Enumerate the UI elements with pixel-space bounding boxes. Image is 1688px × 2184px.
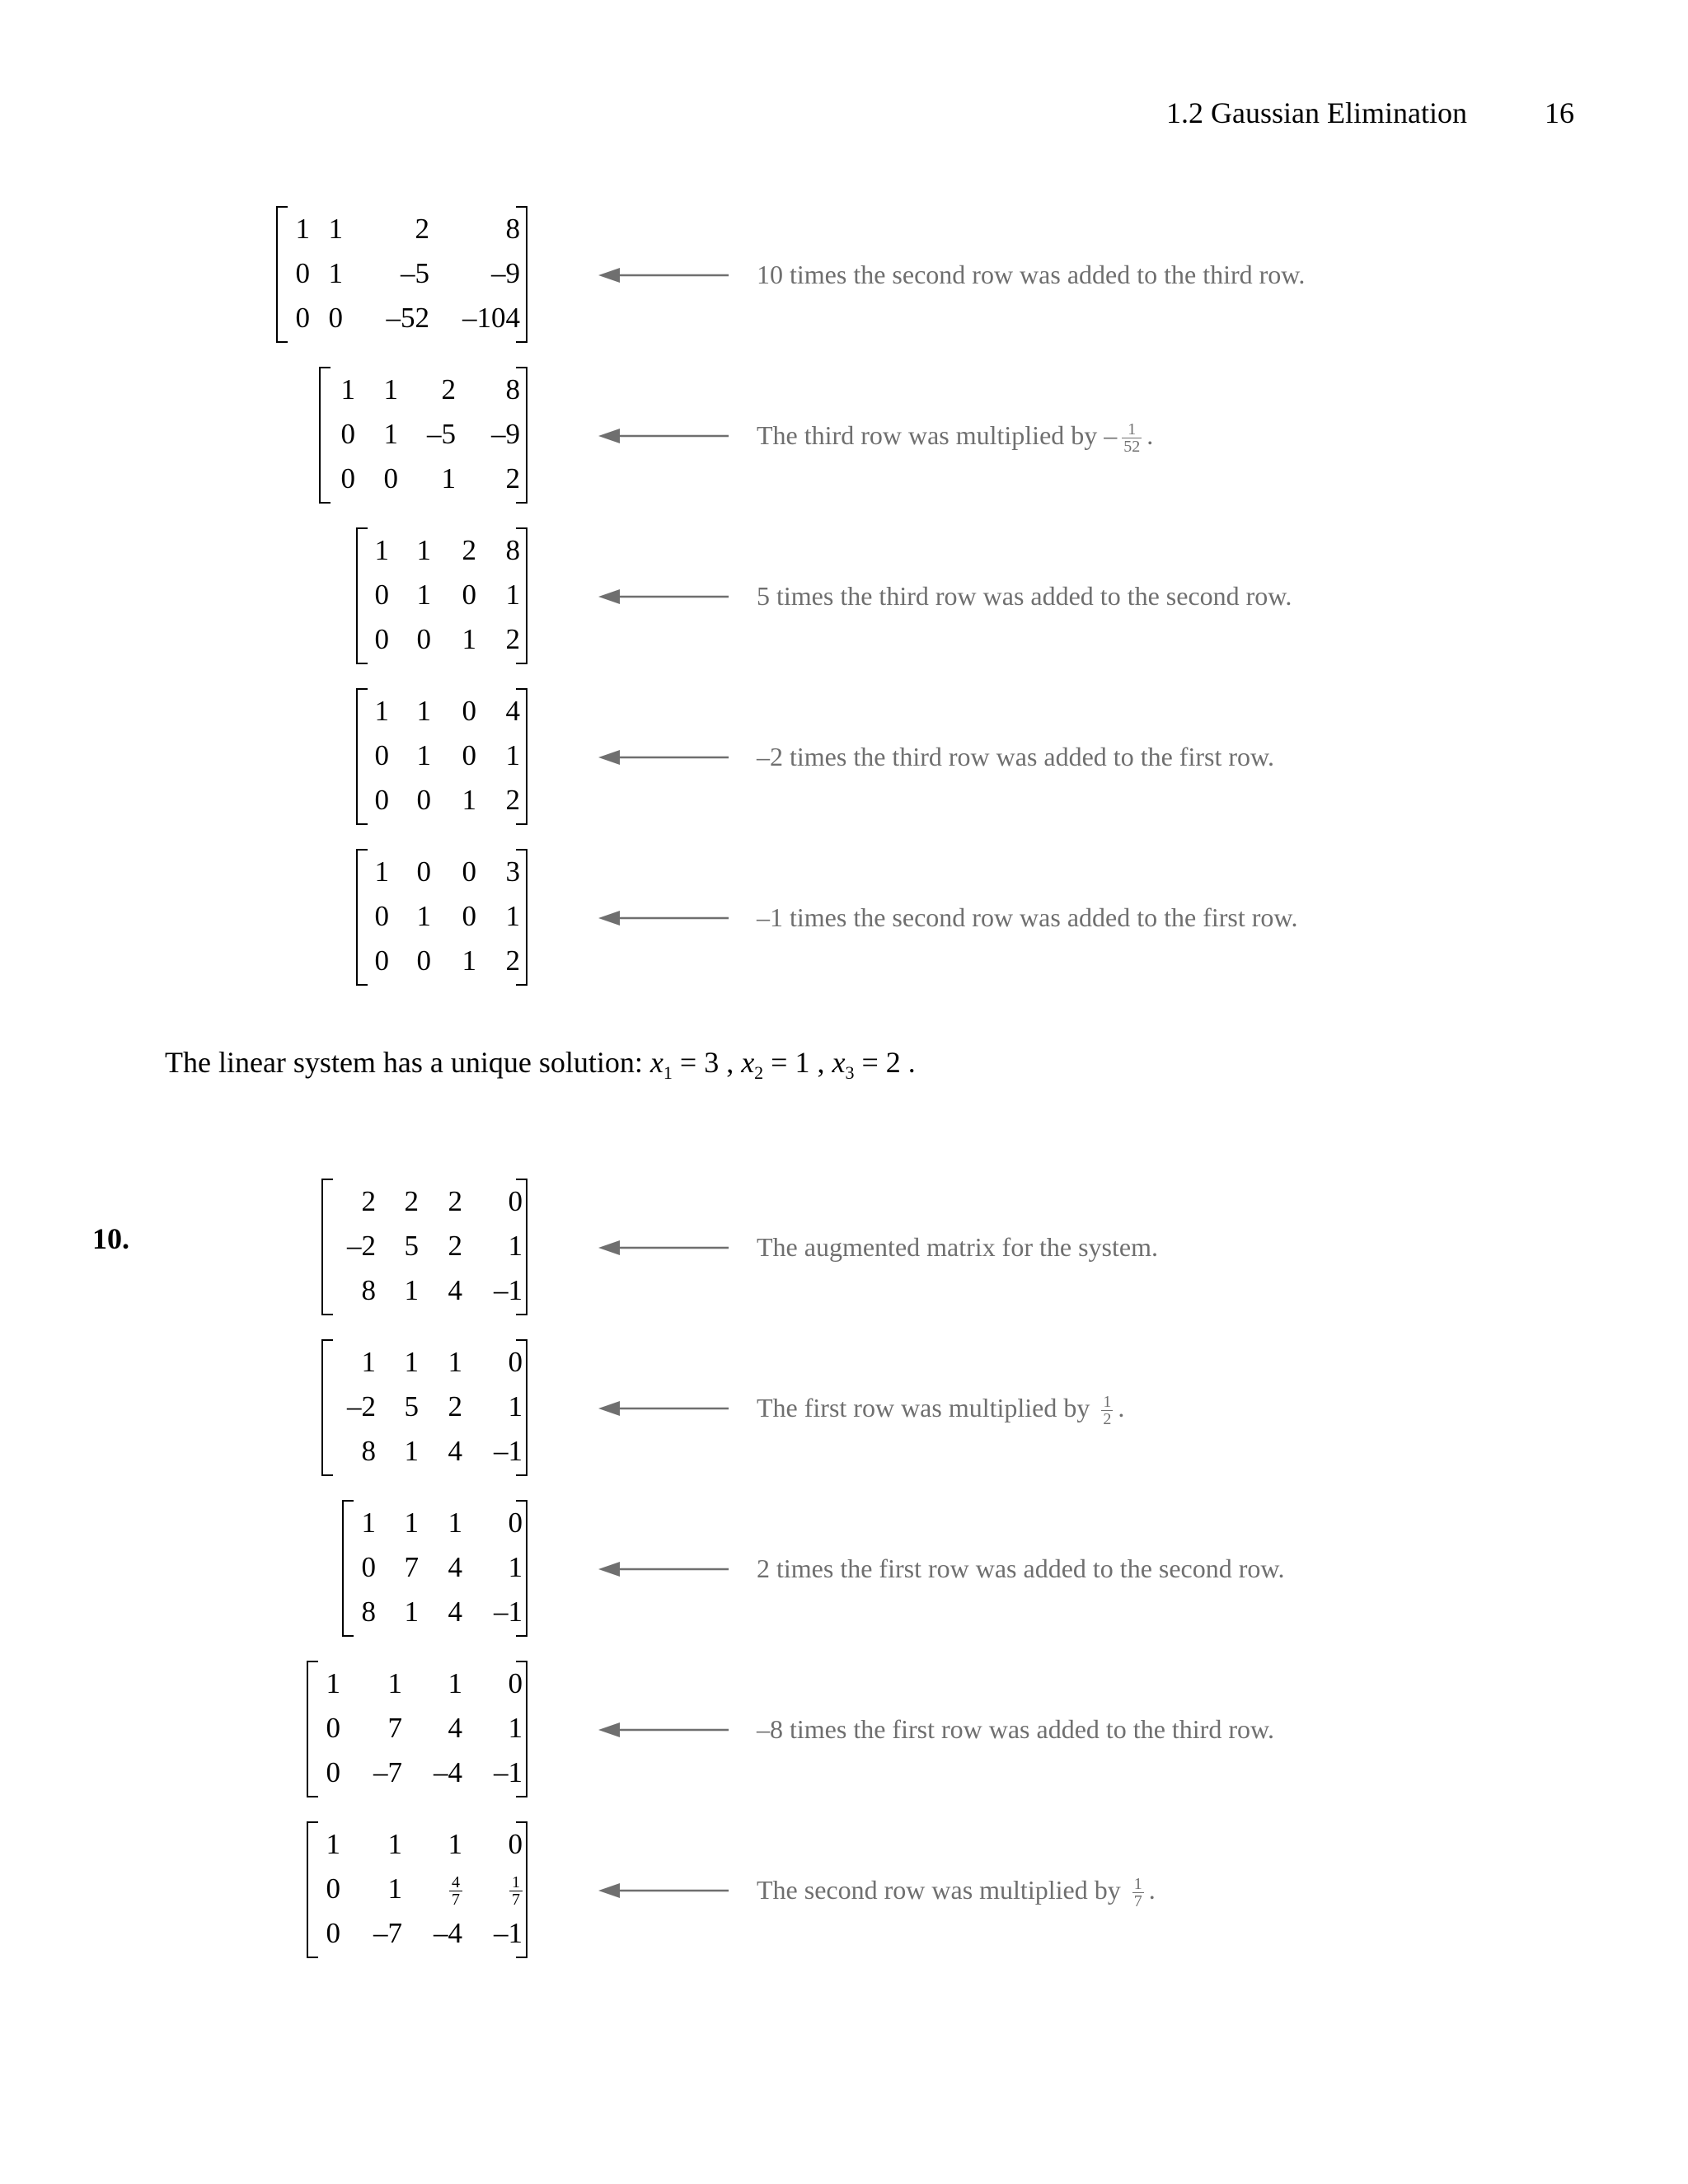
- matrix-entry: 1: [404, 1435, 419, 1467]
- matrix-entry: –52: [386, 302, 429, 334]
- matrix-entry: 0: [416, 855, 431, 888]
- matrix-entry: 2: [505, 623, 520, 655]
- matrix-entry: 0: [416, 623, 431, 655]
- matrix-entry: 1: [508, 1551, 523, 1583]
- left-arrow-icon: [598, 426, 730, 446]
- matrix-entry: 4: [505, 695, 520, 727]
- step-annotation: The second row was multiplied by $\frac{1}{7}$ .: [757, 1875, 1156, 1911]
- step-annotation: –1 times the second row was added to the first row.: [757, 902, 1298, 932]
- matrix-entry: $\frac{1}{7}$: [467, 1872, 523, 1908]
- left-arrow-icon: [598, 1559, 730, 1579]
- matrix-entry: 1: [462, 784, 476, 816]
- matrix-entry: 0: [462, 695, 476, 727]
- matrix-entry: 0: [295, 257, 310, 289]
- matrix-entry: 1: [508, 1230, 523, 1262]
- matrix-entry: –1: [494, 1756, 523, 1788]
- solution-statement: The linear system has a unique solution: $x_1 = 3$ , $x_2 = 1$ , $x_3 = 2$ .: [165, 1046, 916, 1084]
- matrix-entry: 1: [374, 534, 389, 566]
- matrix-entry: 2: [505, 944, 520, 977]
- matrix-entry: 2: [415, 213, 429, 245]
- matrix-entry: 0: [508, 1346, 523, 1378]
- matrix-entry: 1: [326, 1828, 340, 1860]
- matrix-entry: 2: [441, 373, 456, 405]
- augmented-matrix: [356, 849, 528, 986]
- matrix-entry: 0: [374, 900, 389, 932]
- left-arrow-icon: [598, 587, 730, 607]
- matrix-entry: 2: [448, 1230, 462, 1262]
- matrix-entry: 8: [505, 213, 520, 245]
- matrix-entry: 1: [505, 739, 520, 771]
- matrix-entry: 2: [448, 1185, 462, 1217]
- left-arrow-icon: [598, 748, 730, 767]
- matrix-entry: –4: [434, 1756, 462, 1788]
- matrix-entry: 1: [416, 739, 431, 771]
- matrix-entry: 1: [328, 257, 343, 289]
- matrix-entry: 0: [326, 1917, 340, 1949]
- left-arrow-icon: [598, 1238, 730, 1258]
- matrix-entry: 0: [462, 900, 476, 932]
- problem-number: 10.: [92, 1222, 129, 1255]
- matrix-entry: 1: [326, 1667, 340, 1699]
- matrix-entry: 0: [326, 1756, 340, 1788]
- matrix-entry: 1: [383, 418, 398, 450]
- left-arrow-icon: [598, 1881, 730, 1900]
- left-arrow-icon: [598, 908, 730, 928]
- matrix-entry: 0: [462, 855, 476, 888]
- matrix-entry: 1: [416, 695, 431, 727]
- matrix-entry: 0: [374, 579, 389, 611]
- solution-x1: 3: [704, 1046, 720, 1079]
- matrix-entry: 8: [505, 534, 520, 566]
- left-arrow-icon: [598, 265, 730, 285]
- matrix-entry: –104: [462, 302, 520, 334]
- matrix-entry: 1: [416, 534, 431, 566]
- matrix-entry: 1: [416, 900, 431, 932]
- augmented-matrix: [307, 1661, 528, 1797]
- matrix-entry: 4: [448, 1712, 462, 1744]
- matrix-entry: 1: [404, 1596, 419, 1628]
- augmented-matrix: [356, 688, 528, 825]
- matrix-entry: 0: [374, 739, 389, 771]
- matrix-entry: 4: [448, 1435, 462, 1467]
- left-arrow-icon: [598, 1720, 730, 1740]
- matrix-entry: 2: [505, 462, 520, 494]
- matrix-entry: –1: [494, 1435, 523, 1467]
- matrix-entry: 1: [508, 1390, 523, 1422]
- running-header-title: 1.2 Gaussian Elimination: [1166, 96, 1467, 129]
- matrix-entry: 1: [448, 1667, 462, 1699]
- matrix-entry: 0: [326, 1872, 340, 1905]
- solution-x2: 1: [795, 1046, 810, 1079]
- matrix-entry: 4: [448, 1551, 462, 1583]
- matrix-entry: 1: [295, 213, 310, 245]
- matrix-entry: 4: [448, 1596, 462, 1628]
- matrix-entry: 0: [295, 302, 310, 334]
- matrix-entry: 0: [361, 1551, 376, 1583]
- matrix-entry: 1: [387, 1872, 402, 1905]
- matrix-entry: 1: [404, 1346, 419, 1378]
- matrix-entry: 1: [448, 1828, 462, 1860]
- matrix-entry: 1: [404, 1274, 419, 1306]
- matrix-entry: 1: [508, 1712, 523, 1744]
- matrix-entry: –7: [373, 1917, 402, 1949]
- matrix-entry: –2: [347, 1230, 376, 1262]
- matrix-entry: 1: [387, 1667, 402, 1699]
- matrix-entry: 1: [374, 695, 389, 727]
- matrix-entry: –1: [494, 1274, 523, 1306]
- matrix-entry: 1: [361, 1507, 376, 1539]
- augmented-matrix: [319, 367, 528, 504]
- matrix-entry: –5: [401, 257, 429, 289]
- matrix-entry: 8: [361, 1435, 376, 1467]
- matrix-entry: –1: [494, 1917, 523, 1949]
- matrix-entry: 0: [383, 462, 398, 494]
- matrix-entry: $\frac{4}{7}$: [404, 1872, 462, 1908]
- matrix-entry: 1: [374, 855, 389, 888]
- matrix-entry: 1: [416, 579, 431, 611]
- matrix-entry: 2: [404, 1185, 419, 1217]
- step-annotation: –2 times the third row was added to the first row.: [757, 742, 1275, 771]
- matrix-entry: 1: [404, 1507, 419, 1539]
- solution-x3: 2: [885, 1046, 901, 1079]
- matrix-entry: 0: [374, 944, 389, 977]
- matrix-entry: 0: [508, 1185, 523, 1217]
- matrix-entry: 7: [387, 1712, 402, 1744]
- matrix-entry: 1: [505, 579, 520, 611]
- matrix-entry: 4: [448, 1274, 462, 1306]
- matrix-entry: 1: [387, 1828, 402, 1860]
- step-annotation: The first row was multiplied by $\frac{1}{2}$ .: [757, 1393, 1125, 1429]
- matrix-entry: 1: [448, 1507, 462, 1539]
- matrix-entry: –5: [427, 418, 456, 450]
- matrix-entry: 0: [462, 579, 476, 611]
- matrix-entry: 1: [441, 462, 456, 494]
- matrix-entry: 5: [404, 1230, 419, 1262]
- matrix-entry: 1: [462, 944, 476, 977]
- matrix-entry: 2: [505, 784, 520, 816]
- matrix-entry: 0: [508, 1667, 523, 1699]
- matrix-entry: 8: [505, 373, 520, 405]
- matrix-entry: 1: [340, 373, 355, 405]
- matrix-entry: –4: [434, 1917, 462, 1949]
- augmented-matrix: [276, 206, 528, 343]
- matrix-entry: 0: [374, 623, 389, 655]
- matrix-entry: 2: [448, 1390, 462, 1422]
- matrix-entry: 0: [416, 944, 431, 977]
- step-annotation: 5 times the third row was added to the second row.: [757, 581, 1292, 611]
- matrix-entry: 1: [361, 1346, 376, 1378]
- augmented-matrix: [321, 1179, 528, 1315]
- page-number: 16: [1545, 96, 1574, 129]
- augmented-matrix: [342, 1500, 528, 1637]
- matrix-entry: –2: [347, 1390, 376, 1422]
- step-annotation: 10 times the second row was added to the third row.: [757, 260, 1306, 289]
- matrix-entry: 0: [416, 784, 431, 816]
- augmented-matrix: [307, 1821, 528, 1958]
- step-annotation: The augmented matrix for the system.: [757, 1232, 1158, 1262]
- step-annotation: –8 times the first row was added to the third row.: [757, 1714, 1275, 1744]
- matrix-entry: 0: [326, 1712, 340, 1744]
- matrix-entry: 0: [328, 302, 343, 334]
- matrix-entry: –7: [373, 1756, 402, 1788]
- matrix-entry: –1: [494, 1596, 523, 1628]
- left-arrow-icon: [598, 1399, 730, 1418]
- solution-text: The linear system has a unique solution:: [165, 1046, 643, 1079]
- matrix-entry: 1: [462, 623, 476, 655]
- matrix-entry: 1: [505, 900, 520, 932]
- matrix-entry: 7: [404, 1551, 419, 1583]
- matrix-entry: 2: [462, 534, 476, 566]
- matrix-entry: 0: [340, 418, 355, 450]
- matrix-entry: 1: [383, 373, 398, 405]
- augmented-matrix: [321, 1339, 528, 1476]
- augmented-matrix: [356, 527, 528, 664]
- matrix-entry: 3: [505, 855, 520, 888]
- matrix-entry: 2: [361, 1185, 376, 1217]
- matrix-entry: 8: [361, 1596, 376, 1628]
- matrix-entry: 8: [361, 1274, 376, 1306]
- matrix-entry: 1: [448, 1346, 462, 1378]
- step-annotation: 2 times the first row was added to the second row.: [757, 1554, 1285, 1583]
- matrix-entry: 0: [508, 1507, 523, 1539]
- matrix-entry: –9: [491, 418, 520, 450]
- matrix-entry: 0: [340, 462, 355, 494]
- matrix-entry: 5: [404, 1390, 419, 1422]
- matrix-entry: 1: [328, 213, 343, 245]
- matrix-entry: 0: [508, 1828, 523, 1860]
- matrix-entry: 0: [462, 739, 476, 771]
- matrix-entry: 0: [374, 784, 389, 816]
- step-annotation: The third row was multiplied by – $\frac{1}{52}$ .: [757, 420, 1154, 457]
- matrix-entry: –9: [491, 257, 520, 289]
